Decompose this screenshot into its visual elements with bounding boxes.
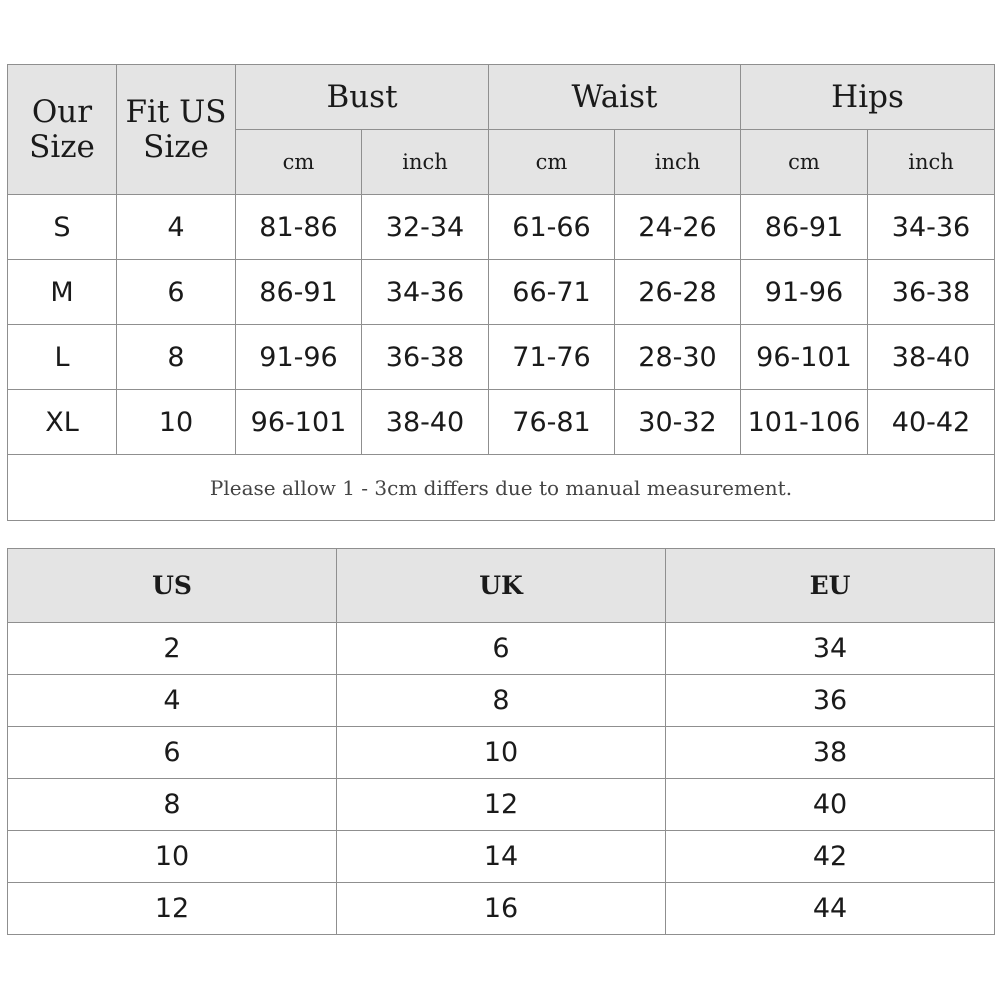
size-chart-table <box>7 64 995 521</box>
bust-inch-cell: 36-38 <box>362 325 489 390</box>
our-size-cell: XL <box>8 390 117 455</box>
waist-cm-cell: 61-66 <box>489 195 615 260</box>
uk-cell: 8 <box>337 675 666 727</box>
fit-us-cell: 8 <box>117 325 236 390</box>
waist-inch-cell: 28-30 <box>615 325 741 390</box>
measurement-note: Please allow 1 - 3cm differs due to manual measurement. <box>8 455 995 521</box>
hips-inch-cell: 38-40 <box>868 325 995 390</box>
us-cell: 8 <box>8 779 337 831</box>
bust-cm-cell: 91-96 <box>236 325 362 390</box>
table-row <box>8 675 995 727</box>
hips-cm-cell: 101-106 <box>741 390 868 455</box>
our-size-cell: M <box>8 260 117 325</box>
fit-us-cell: 6 <box>117 260 236 325</box>
waist-cm-cell: 71-76 <box>489 325 615 390</box>
uk-cell: 14 <box>337 831 666 883</box>
waist-cm-cell: 66-71 <box>489 260 615 325</box>
header-eu: EU <box>666 549 995 623</box>
us-cell: 10 <box>8 831 337 883</box>
header-waist: Waist <box>489 65 741 130</box>
table-row <box>8 727 995 779</box>
fit-us-cell: 10 <box>117 390 236 455</box>
table-row <box>8 779 995 831</box>
eu-cell: 34 <box>666 623 995 675</box>
hips-inch-cell: 34-36 <box>868 195 995 260</box>
hips-cm-cell: 86-91 <box>741 195 868 260</box>
bust-inch-cell: 38-40 <box>362 390 489 455</box>
uk-cell: 12 <box>337 779 666 831</box>
header-our-size: Our Size <box>8 65 117 195</box>
waist-inch-cell: 30-32 <box>615 390 741 455</box>
uk-cell: 6 <box>337 623 666 675</box>
header-us: US <box>8 549 337 623</box>
table-row <box>8 831 995 883</box>
header-bust-inch: inch <box>362 130 489 195</box>
eu-cell: 38 <box>666 727 995 779</box>
eu-cell: 42 <box>666 831 995 883</box>
waist-inch-cell: 26-28 <box>615 260 741 325</box>
bust-cm-cell: 81-86 <box>236 195 362 260</box>
waist-inch-cell: 24-26 <box>615 195 741 260</box>
table-row <box>8 883 995 935</box>
eu-cell: 36 <box>666 675 995 727</box>
hips-cm-cell: 91-96 <box>741 260 868 325</box>
header-waist-inch: inch <box>615 130 741 195</box>
bust-inch-cell: 32-34 <box>362 195 489 260</box>
fit-us-cell: 4 <box>117 195 236 260</box>
eu-cell: 40 <box>666 779 995 831</box>
hips-inch-cell: 40-42 <box>868 390 995 455</box>
us-cell: 2 <box>8 623 337 675</box>
header-fit-us-size: Fit US Size <box>117 65 236 195</box>
table-row <box>8 390 995 455</box>
header-hips-inch: inch <box>868 130 995 195</box>
header-hips-cm: cm <box>741 130 868 195</box>
table-row <box>8 623 995 675</box>
table-row <box>8 325 995 390</box>
our-size-cell: L <box>8 325 117 390</box>
uk-cell: 10 <box>337 727 666 779</box>
waist-cm-cell: 76-81 <box>489 390 615 455</box>
hips-inch-cell: 36-38 <box>868 260 995 325</box>
table-row <box>8 195 995 260</box>
us-cell: 4 <box>8 675 337 727</box>
size-conversion-table <box>7 548 995 935</box>
header-bust: Bust <box>236 65 489 130</box>
bust-cm-cell: 86-91 <box>236 260 362 325</box>
table-row <box>8 260 995 325</box>
us-cell: 12 <box>8 883 337 935</box>
hips-cm-cell: 96-101 <box>741 325 868 390</box>
uk-cell: 16 <box>337 883 666 935</box>
our-size-cell: S <box>8 195 117 260</box>
us-cell: 6 <box>8 727 337 779</box>
eu-cell: 44 <box>666 883 995 935</box>
header-waist-cm: cm <box>489 130 615 195</box>
header-hips: Hips <box>741 65 995 130</box>
bust-inch-cell: 34-36 <box>362 260 489 325</box>
header-bust-cm: cm <box>236 130 362 195</box>
header-uk: UK <box>337 549 666 623</box>
bust-cm-cell: 96-101 <box>236 390 362 455</box>
